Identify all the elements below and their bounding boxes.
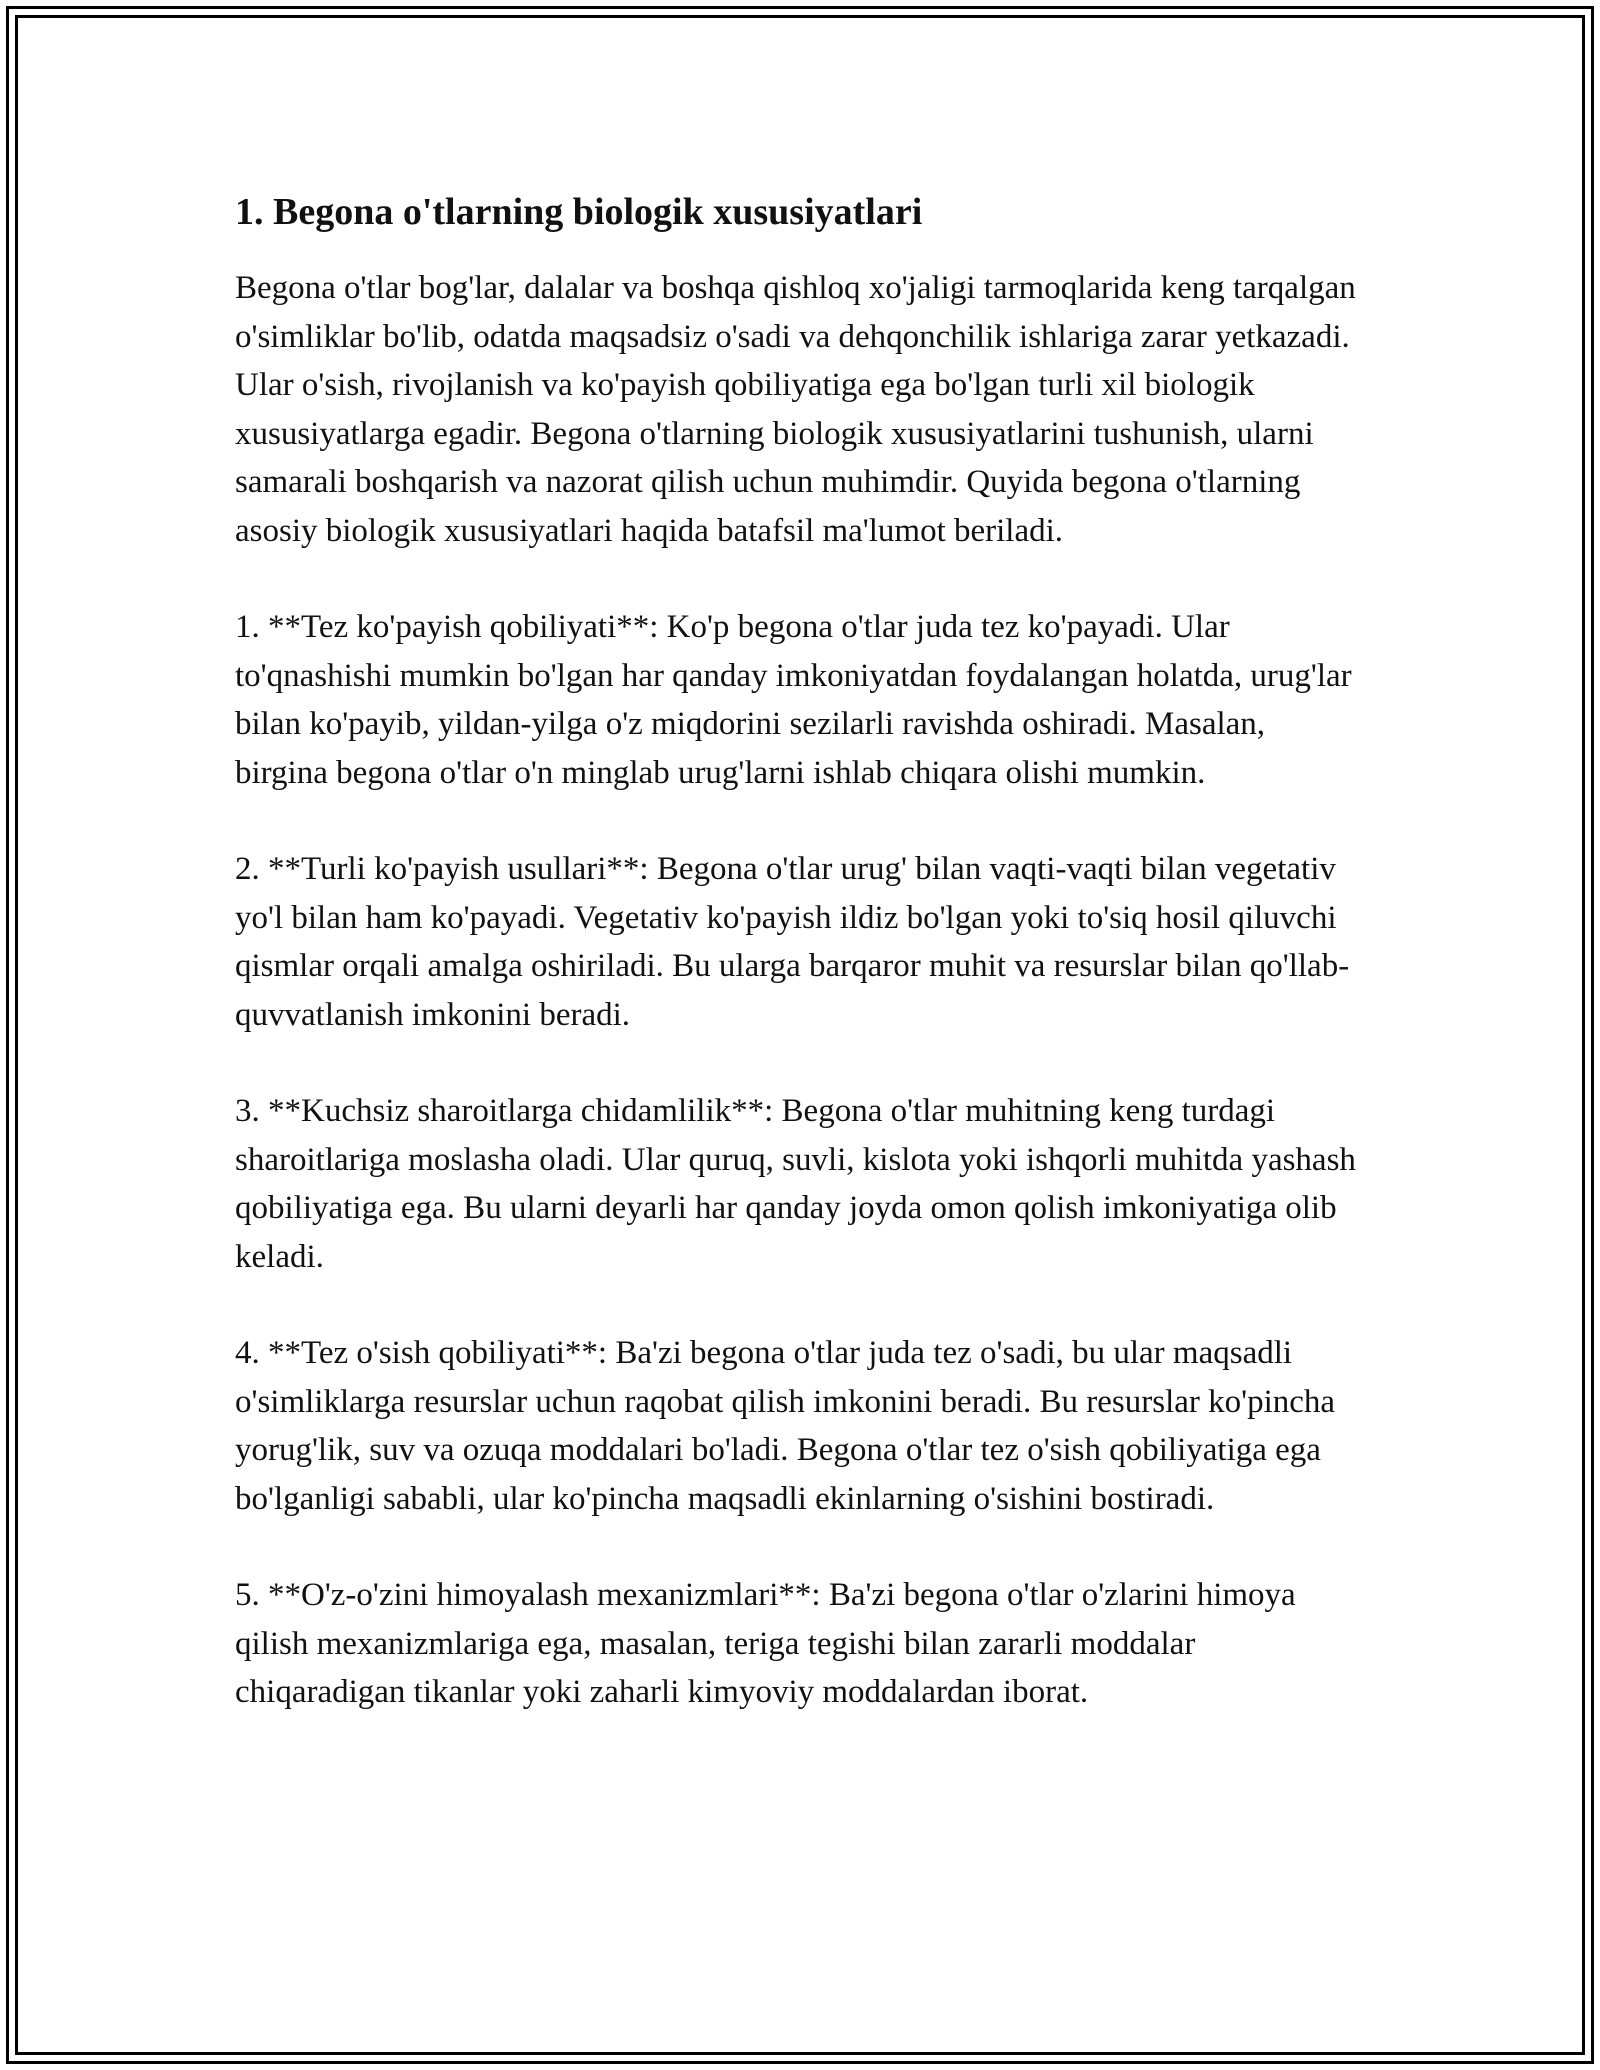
list-item-2: 2. **Turli ko'payish usullari**: Begona o'tlar urug' bilan vaqti-vaqti bilan vegetativ yo'l bilan ham ko'payadi. Vegetativ ko'payish ildiz bo'lgan yoki to'siq hosil qiluvchi qismlar orqali amalga oshiriladi. Bu ularga barqaror muhit va resurslar bilan qo'llab-quvvatlanish imkonini beradi.: [235, 851, 1350, 1033]
list-item-3: 3. **Kuchsiz sharoitlarga chidamlilik**: Begona o'tlar muhitning keng turdagi sharoitlariga moslasha oladi. Ular quruq, suvli, kislota yoki ishqorli muhitda yashash qobiliyatiga ega. Bu ularni deyarli har qanday joyda omon qolish imkoniyatiga olib keladi.: [235, 1093, 1356, 1275]
list-item-1: 1. **Tez ko'payish qobiliyati**: Ko'p begona o'tlar juda tez ko'payadi. Ular to'qnashishi mumkin bo'lgan har qanday imkoniyatdan foydalangan holatda, urug'lar bilan ko'payib, yildan-yilga o'z miqdorini sezilarli ravishda oshiradi. Masalan, birgina begona o'tlar o'n minglab urug'larni ishlab chiqara olishi mumkin.: [235, 609, 1352, 791]
intro-paragraph: Begona o'tlar bog'lar, dalalar va boshqa qishloq xo'jaligi tarmoqlarida keng tarqalgan o'simliklar bo'lib, odatda maqsadsiz o'sadi va dehqonchilik ishlariga zarar yetkazadi. Ular o'sish, rivojlanish va ko'payish qobiliyatiga ega bo'lgan turli xil biologik xususiyatlarga egadir. Begona o'tlarning biologik xususiyatlarini tushunish, ularni samarali boshqarish va nazorat qilish uchun muhimdir. Quyida begona o'tlarning asosiy biologik xususiyatlari haqida batafsil ma'lumot beriladi.: [235, 270, 1356, 549]
document-title: 1. Begona o'tlarning biologik xususiyatlari: [235, 191, 923, 233]
document-body: [235, 186, 1365, 1765]
list-item-5: 5. **O'z-o'zini himoyalash mexanizmlari**: Ba'zi begona o'tlar o'zlarini himoya qilish mexanizmlariga ega, masalan, teriga tegishi bilan zararli moddalar chiqaradigan tikanlar yoki zaharli kimyoviy moddalardan iborat.: [235, 1577, 1296, 1710]
list-item-4: 4. **Tez o'sish qobiliyati**: Ba'zi begona o'tlar juda tez o'sadi, bu ular maqsadli o'simliklarga resurslar uchun raqobat qilish imkonini beradi. Bu resurslar ko'pincha yorug'lik, suv va ozuqa moddalari bo'ladi. Begona o'tlar tez o'sish qobiliyatiga ega bo'lganligi sababli, ular ko'pincha maqsadli ekinlarning o'sishini bostiradi.: [235, 1335, 1336, 1517]
